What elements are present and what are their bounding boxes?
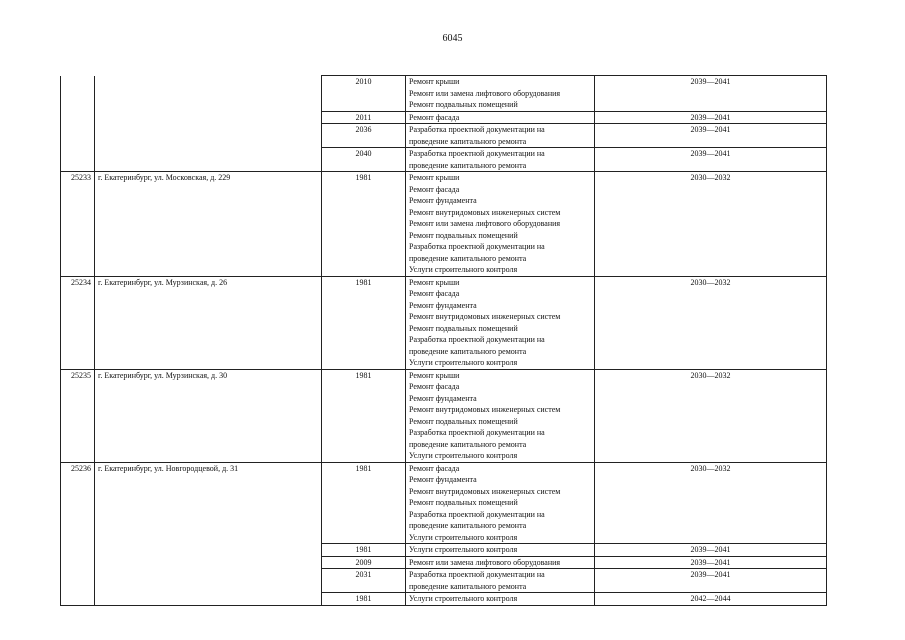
work-item: Услуги строительного контроля (409, 594, 518, 603)
table-row (61, 172, 827, 277)
address-cell: г. Екатеринбург, ул. Московская, д. 229 (95, 172, 322, 277)
work-item: Ремонт подвальных помещений (409, 230, 518, 240)
work-item: Разработка проектной документации на (409, 509, 545, 519)
year-cell: 2009 (322, 556, 406, 569)
year-cell: 1981 (322, 544, 406, 557)
work-item: Услуги строительного контроля (409, 358, 518, 367)
work-item: проведение капитального ремонта (409, 439, 527, 449)
period-cell: 2039—2041 (595, 111, 827, 124)
work-item: Ремонт фундамента (409, 475, 477, 484)
work-item: Ремонт подвальных помещений (409, 416, 518, 426)
object-number-cell: 25236 (61, 462, 95, 605)
period-cell: 2042—2044 (595, 593, 827, 606)
work-item: Услуги строительного контроля (409, 451, 518, 460)
work-item: Ремонт крыши (409, 173, 460, 182)
work-item: Услуги строительного контроля (409, 265, 518, 274)
work-item: Ремонт фасада (409, 112, 460, 122)
work-item: Ремонт или замена лифтового оборудования (409, 88, 561, 98)
year-cell: 1981 (322, 369, 406, 462)
address-cell (95, 76, 322, 172)
address-cell: г. Екатеринбург, ул. Мурзинская, д. 30 (95, 369, 322, 462)
year-cell: 2036 (322, 124, 406, 148)
period-cell: 2030—2032 (595, 276, 827, 369)
period-cell: 2039—2041 (595, 124, 827, 148)
table-row (61, 462, 827, 544)
work-item: Ремонт внутридомовых инженерных систем (409, 405, 561, 414)
year-cell: 1981 (322, 593, 406, 606)
year-cell: 2011 (322, 111, 406, 124)
work-item: проведение капитального ремонта (409, 136, 527, 146)
work-item: Ремонт крыши (409, 77, 460, 86)
page-number: 6045 (442, 33, 463, 44)
year-cell: 2031 (322, 569, 406, 593)
work-item: Разработка проектной документации на (409, 428, 545, 437)
works-cell (406, 276, 595, 369)
work-item: Разработка проектной документации на (409, 570, 545, 579)
work-item: Ремонт внутридомовых инженерных систем (409, 312, 561, 321)
object-number-cell: 25235 (61, 369, 95, 462)
work-item: проведение капитального ремонта (409, 253, 527, 263)
work-item: Ремонт подвальных помещений (409, 100, 518, 109)
table-row (61, 369, 827, 462)
period-cell: 2039—2041 (595, 569, 827, 593)
year-cell: 2040 (322, 148, 406, 172)
work-item: Ремонт внутридомовых инженерных систем (409, 207, 561, 217)
works-cell (406, 569, 595, 593)
work-item: Услуги строительного контроля (409, 545, 518, 554)
table-row (61, 76, 827, 112)
works-cell (406, 172, 595, 277)
period-cell: 2030—2032 (595, 369, 827, 462)
work-item: проведение капитального ремонта (409, 346, 527, 356)
year-cell: 2010 (322, 76, 406, 112)
works-cell (406, 111, 595, 124)
work-item: Разработка проектной документации на (409, 149, 545, 158)
works-cell (406, 148, 595, 172)
period-cell: 2039—2041 (595, 556, 827, 569)
work-item: Ремонт фасада (409, 382, 460, 391)
work-item: Ремонт фундамента (409, 196, 477, 205)
table-body (61, 76, 827, 606)
address-cell: г. Екатеринбург, ул. Новгородцевой, д. 31 (95, 462, 322, 605)
work-item: Разработка проектной документации на (409, 125, 545, 134)
work-item: Ремонт или замена лифтового оборудования (409, 219, 561, 228)
object-number-cell: 25233 (61, 172, 95, 277)
address-cell: г. Екатеринбург, ул. Мурзинская, д. 26 (95, 276, 322, 369)
object-number-cell: 25234 (61, 276, 95, 369)
work-item: Ремонт фасада (409, 463, 460, 473)
work-item: Ремонт крыши (409, 277, 460, 287)
object-number-cell (61, 76, 95, 172)
works-cell (406, 556, 595, 569)
works-cell (406, 76, 595, 112)
work-item: Ремонт или замена лифтового оборудования (409, 557, 561, 567)
work-item: Услуги строительного контроля (409, 532, 518, 542)
work-item: Ремонт фундамента (409, 300, 477, 310)
work-item: Ремонт подвальных помещений (409, 323, 518, 333)
period-cell: 2039—2041 (595, 76, 827, 112)
works-cell (406, 593, 595, 606)
work-item: проведение капитального ремонта (409, 160, 527, 170)
repair-schedule-table (60, 75, 827, 606)
year-cell: 1981 (322, 172, 406, 277)
year-cell: 1981 (322, 462, 406, 544)
work-item: Ремонт подвальных помещений (409, 498, 518, 507)
work-item: Ремонт внутридомовых инженерных систем (409, 486, 561, 496)
work-item: Ремонт фундамента (409, 393, 477, 403)
work-item: Ремонт крыши (409, 370, 460, 380)
period-cell: 2039—2041 (595, 148, 827, 172)
year-cell: 1981 (322, 276, 406, 369)
work-item: Ремонт фасада (409, 184, 460, 194)
work-item: Ремонт фасада (409, 289, 460, 298)
work-item: проведение капитального ремонта (409, 581, 527, 591)
work-item: проведение капитального ремонта (409, 521, 527, 530)
works-cell (406, 462, 595, 544)
works-cell (406, 544, 595, 557)
table-row (61, 276, 827, 369)
works-cell (406, 124, 595, 148)
period-cell: 2030—2032 (595, 172, 827, 277)
work-item: Разработка проектной документации на (409, 242, 545, 251)
period-cell: 2030—2032 (595, 462, 827, 544)
works-cell (406, 369, 595, 462)
period-cell: 2039—2041 (595, 544, 827, 557)
work-item: Разработка проектной документации на (409, 335, 545, 344)
